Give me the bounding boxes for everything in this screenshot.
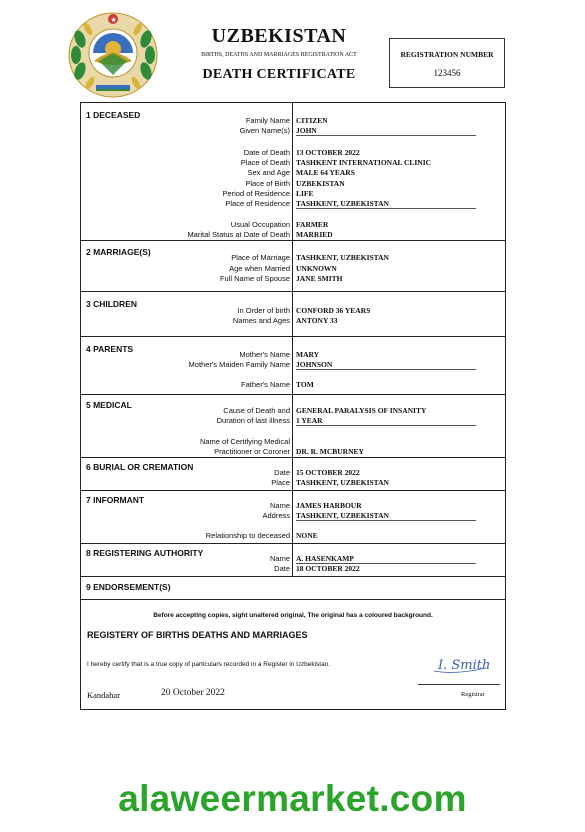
field-label: Date — [274, 564, 290, 573]
field-label: Place of Birth — [245, 179, 290, 188]
field-value: JANE SMITH — [296, 274, 343, 283]
field-row — [81, 168, 505, 179]
field-value: TASHKENT, UZBEKISTAN — [296, 199, 476, 209]
field-row — [81, 511, 505, 522]
section-medical — [81, 395, 505, 458]
field-label: Date — [274, 468, 290, 477]
field-value: 18 OCTOBER 2022 — [296, 564, 360, 573]
field-label: Duration of last illness — [216, 416, 290, 425]
field-label: Name of Certifying Medical — [199, 437, 290, 446]
field-row — [81, 531, 505, 542]
field-row — [81, 274, 505, 285]
field-value: TASHKENT, UZBEKISTAN — [296, 511, 476, 521]
registration-number-label: REGISTRATION NUMBER — [400, 50, 494, 59]
field-row — [81, 199, 505, 210]
certificate-body — [80, 102, 506, 710]
field-label: Relationship to deceased — [205, 531, 290, 540]
field-value: TASHKENT, UZBEKISTAN — [296, 478, 389, 487]
field-row — [81, 478, 505, 489]
field-value: UZBEKISTAN — [296, 179, 345, 188]
field-value: FARMER — [296, 220, 329, 229]
svg-text:★: ★ — [110, 16, 117, 24]
field-label: Period of Residence — [222, 189, 290, 198]
country-title: UZBEKISTAN — [211, 25, 347, 47]
field-label: Given Name(s) — [239, 126, 290, 135]
field-label: Mother's Name — [239, 350, 290, 359]
section-title: 8 REGISTERING AUTHORITY — [86, 548, 204, 558]
column-divider — [292, 103, 293, 576]
field-value: MARRIED — [296, 230, 333, 239]
registration-act: BIRTHS, DEATHS AND MARRIAGES REGISTRATION ACT — [201, 52, 357, 58]
field-label: Family Name — [245, 116, 290, 125]
field-value: A. HASENKAMP — [296, 554, 476, 564]
field-value: TASHKENT, UZBEKISTAN — [296, 253, 389, 262]
field-label: Name — [269, 501, 290, 510]
registrar-label: Registrar — [461, 691, 485, 698]
field-value: JAMES HARBOUR — [296, 501, 362, 510]
field-value: GENERAL PARALYSIS OF INSANITY — [296, 406, 427, 415]
field-value: NONE — [296, 531, 318, 540]
field-label: Place of Death — [240, 158, 290, 167]
field-label: Place of Marriage — [231, 253, 290, 262]
field-label: Names and Ages — [232, 316, 290, 325]
section-title: 6 BURIAL OR CREMATION — [86, 462, 194, 472]
section-title: 7 INFORMANT — [86, 495, 145, 505]
field-value: CITIZEN — [296, 116, 328, 125]
registration-number-box — [389, 38, 505, 88]
registration-number-value: 123456 — [433, 68, 461, 78]
field-value: 1 YEAR — [296, 416, 476, 426]
field-value: CONFORD 36 YEARS — [296, 306, 371, 315]
section-children — [81, 292, 505, 337]
field-value: TASHKENT INTERNATIONAL CLINIC — [296, 158, 432, 167]
field-value: JOHNSON — [296, 360, 476, 370]
svg-text:I. Smith: I. Smith — [438, 658, 491, 673]
field-row — [81, 564, 505, 575]
field-row — [81, 416, 505, 427]
section-title: 3 CHILDREN — [86, 299, 138, 309]
section-marriages — [81, 241, 505, 292]
section-informant — [81, 491, 505, 544]
uzbekistan-emblem-icon — [66, 9, 160, 99]
field-row — [81, 447, 505, 458]
watermark: alaweermarket.com — [118, 778, 467, 819]
section-burial — [81, 458, 505, 491]
field-row — [81, 126, 505, 137]
field-row — [81, 360, 505, 371]
field-value: MARY — [296, 350, 320, 359]
section-title: 9 ENDORSEMENT(S) — [86, 582, 171, 592]
section-parents — [81, 337, 505, 395]
authenticity-notice: Before accepting copies, sight unaltered original, The original has a coloured background. — [153, 612, 433, 619]
field-value: TOM — [296, 380, 314, 389]
field-label: Sex and Age — [247, 168, 290, 177]
issue-date: 20 October 2022 — [161, 688, 225, 698]
section-endorsements — [81, 577, 505, 600]
signature-line — [418, 684, 500, 685]
issue-place: Kandahar — [87, 690, 121, 700]
field-label: Date of Death — [243, 148, 290, 157]
field-value: JOHN — [296, 126, 476, 136]
field-label: Age when Married — [229, 264, 290, 273]
field-label: Full Name of Spouse — [219, 274, 290, 283]
field-label: Father's Name — [241, 380, 290, 389]
field-label: Practitioner or Coroner — [214, 447, 290, 456]
registrar-signature — [416, 651, 501, 679]
field-value: ANTONY 33 — [296, 316, 338, 325]
section-registering-authority — [81, 544, 505, 577]
field-value: 15 OCTOBER 2022 — [296, 468, 360, 477]
field-label: Place — [271, 478, 290, 487]
document-title: DEATH CERTIFICATE — [202, 67, 356, 82]
field-value: MALE 64 YEARS — [296, 168, 355, 177]
field-row — [81, 380, 505, 391]
certification-statement: I hereby certify that is a true copy of particulars recorded in a Register in Uzbekistan. — [87, 661, 331, 668]
field-label: In Order of birth — [237, 306, 290, 315]
field-label: Mother's Maiden Family Name — [188, 360, 290, 369]
field-label: Cause of Death and — [223, 406, 290, 415]
registry-title: REGISTERY OF BIRTHS DEATHS AND MARRIAGES — [87, 630, 308, 640]
section-title: 2 MARRIAGE(S) — [86, 247, 151, 257]
field-row — [81, 230, 505, 241]
field-value: LIFE — [296, 189, 314, 198]
field-label: Usual Occupation — [230, 220, 290, 229]
field-row — [81, 253, 505, 264]
section-title: 5 MEDICAL — [86, 400, 132, 410]
field-row — [81, 316, 505, 327]
field-label: Marital Status at Date of Death — [187, 230, 290, 239]
field-value: DR. R. MCBURNEY — [296, 447, 364, 456]
field-label: Address — [262, 511, 290, 520]
field-value: UNKNOWN — [296, 264, 337, 273]
section-deceased — [81, 103, 505, 241]
field-label: Place of Residence — [225, 199, 290, 208]
section-title: 4 PARENTS — [86, 344, 134, 354]
field-label: Name — [269, 554, 290, 563]
section-title: 1 DECEASED — [86, 110, 141, 120]
field-value: 13 OCTOBER 2022 — [296, 148, 360, 157]
